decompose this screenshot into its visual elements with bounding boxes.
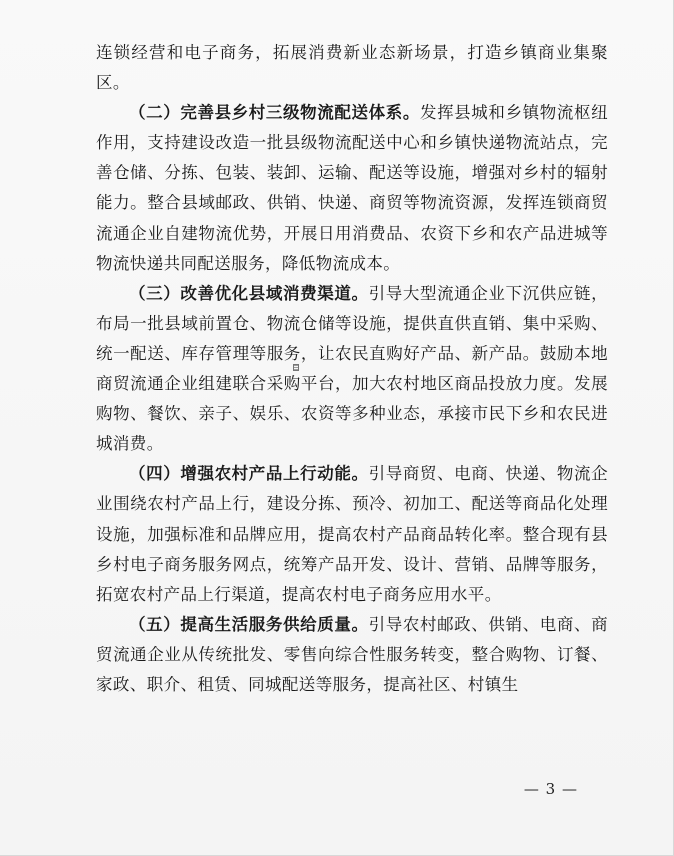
paragraph-text: 引导大型流通企业下沉供应链，布局一批县域前置仓、物流仓储等设施，提供直供直销、集中采购、统一配送、库存管理等服务，让农民直购好产品、新产品。鼓励本地商贸流通企业组建联合采购平台，加大农村地区商品投放力度。发展购物、餐饮、亲子、娱乐、农资等多种业态，承接市民下乡和农民进城消费。 [96,283,608,454]
paragraph-text: 引导农村邮政、供销、电商、商贸流通企业从传统批发、零售向综合性服务转变，整合购物、订餐、家政、职介、租赁、同城配送等服务，提高社区、村镇生 [96,614,608,694]
paragraph-logistics-system [96,98,608,279]
paragraph-continuation [96,38,608,98]
paragraph-lead: （二）完善县乡村三级物流配送体系。 [129,103,420,123]
paragraph-consumption-channels [96,279,608,460]
page-number: — 3 — [523,780,578,798]
paragraph-life-services [96,610,608,700]
paragraph-text: 发挥县城和乡镇物流枢纽作用，支持建设改造一批县级物流配送中心和乡镇快递物流站点，完善仓储、分拣、包装、装卸、运输、配送等设施，增强对乡村的辐射能力。整合县域邮政、供销、快递、商贸等物流资源，发挥连锁商贸流通企业自建物流优势，开展日用消费品、农资下乡和农产品进城等物流快递共同配送服务，降低物流成本。 [96,103,608,273]
paragraph-text: 引导商贸、电商、快递、物流企业围绕农村产品上行，建设分拣、预冷、初加工、配送等商品化处理设施，加强标准和品牌应用，提高农村产品商品转化率。整合现有县乡村电子商务服务网点，统筹产品开发、设计、营销、品牌等服务，拓宽农村产品上行渠道，提高农村电子商务应用水平。 [96,464,608,604]
paragraph-text: 连锁经营和电子商务，拓展消费新业态新场景，打造乡镇商业集聚区。 [96,43,608,93]
paragraph-lead: （三）改善优化县域消费渠道。 [129,283,369,303]
paragraph-lead: （五）提高生活服务供给质量。 [129,614,369,634]
document-body [96,38,608,700]
scan-artifact-icon [293,364,299,371]
paragraph-lead: （四）增强农村产品上行动能。 [129,464,369,484]
paragraph-rural-products [96,459,608,609]
